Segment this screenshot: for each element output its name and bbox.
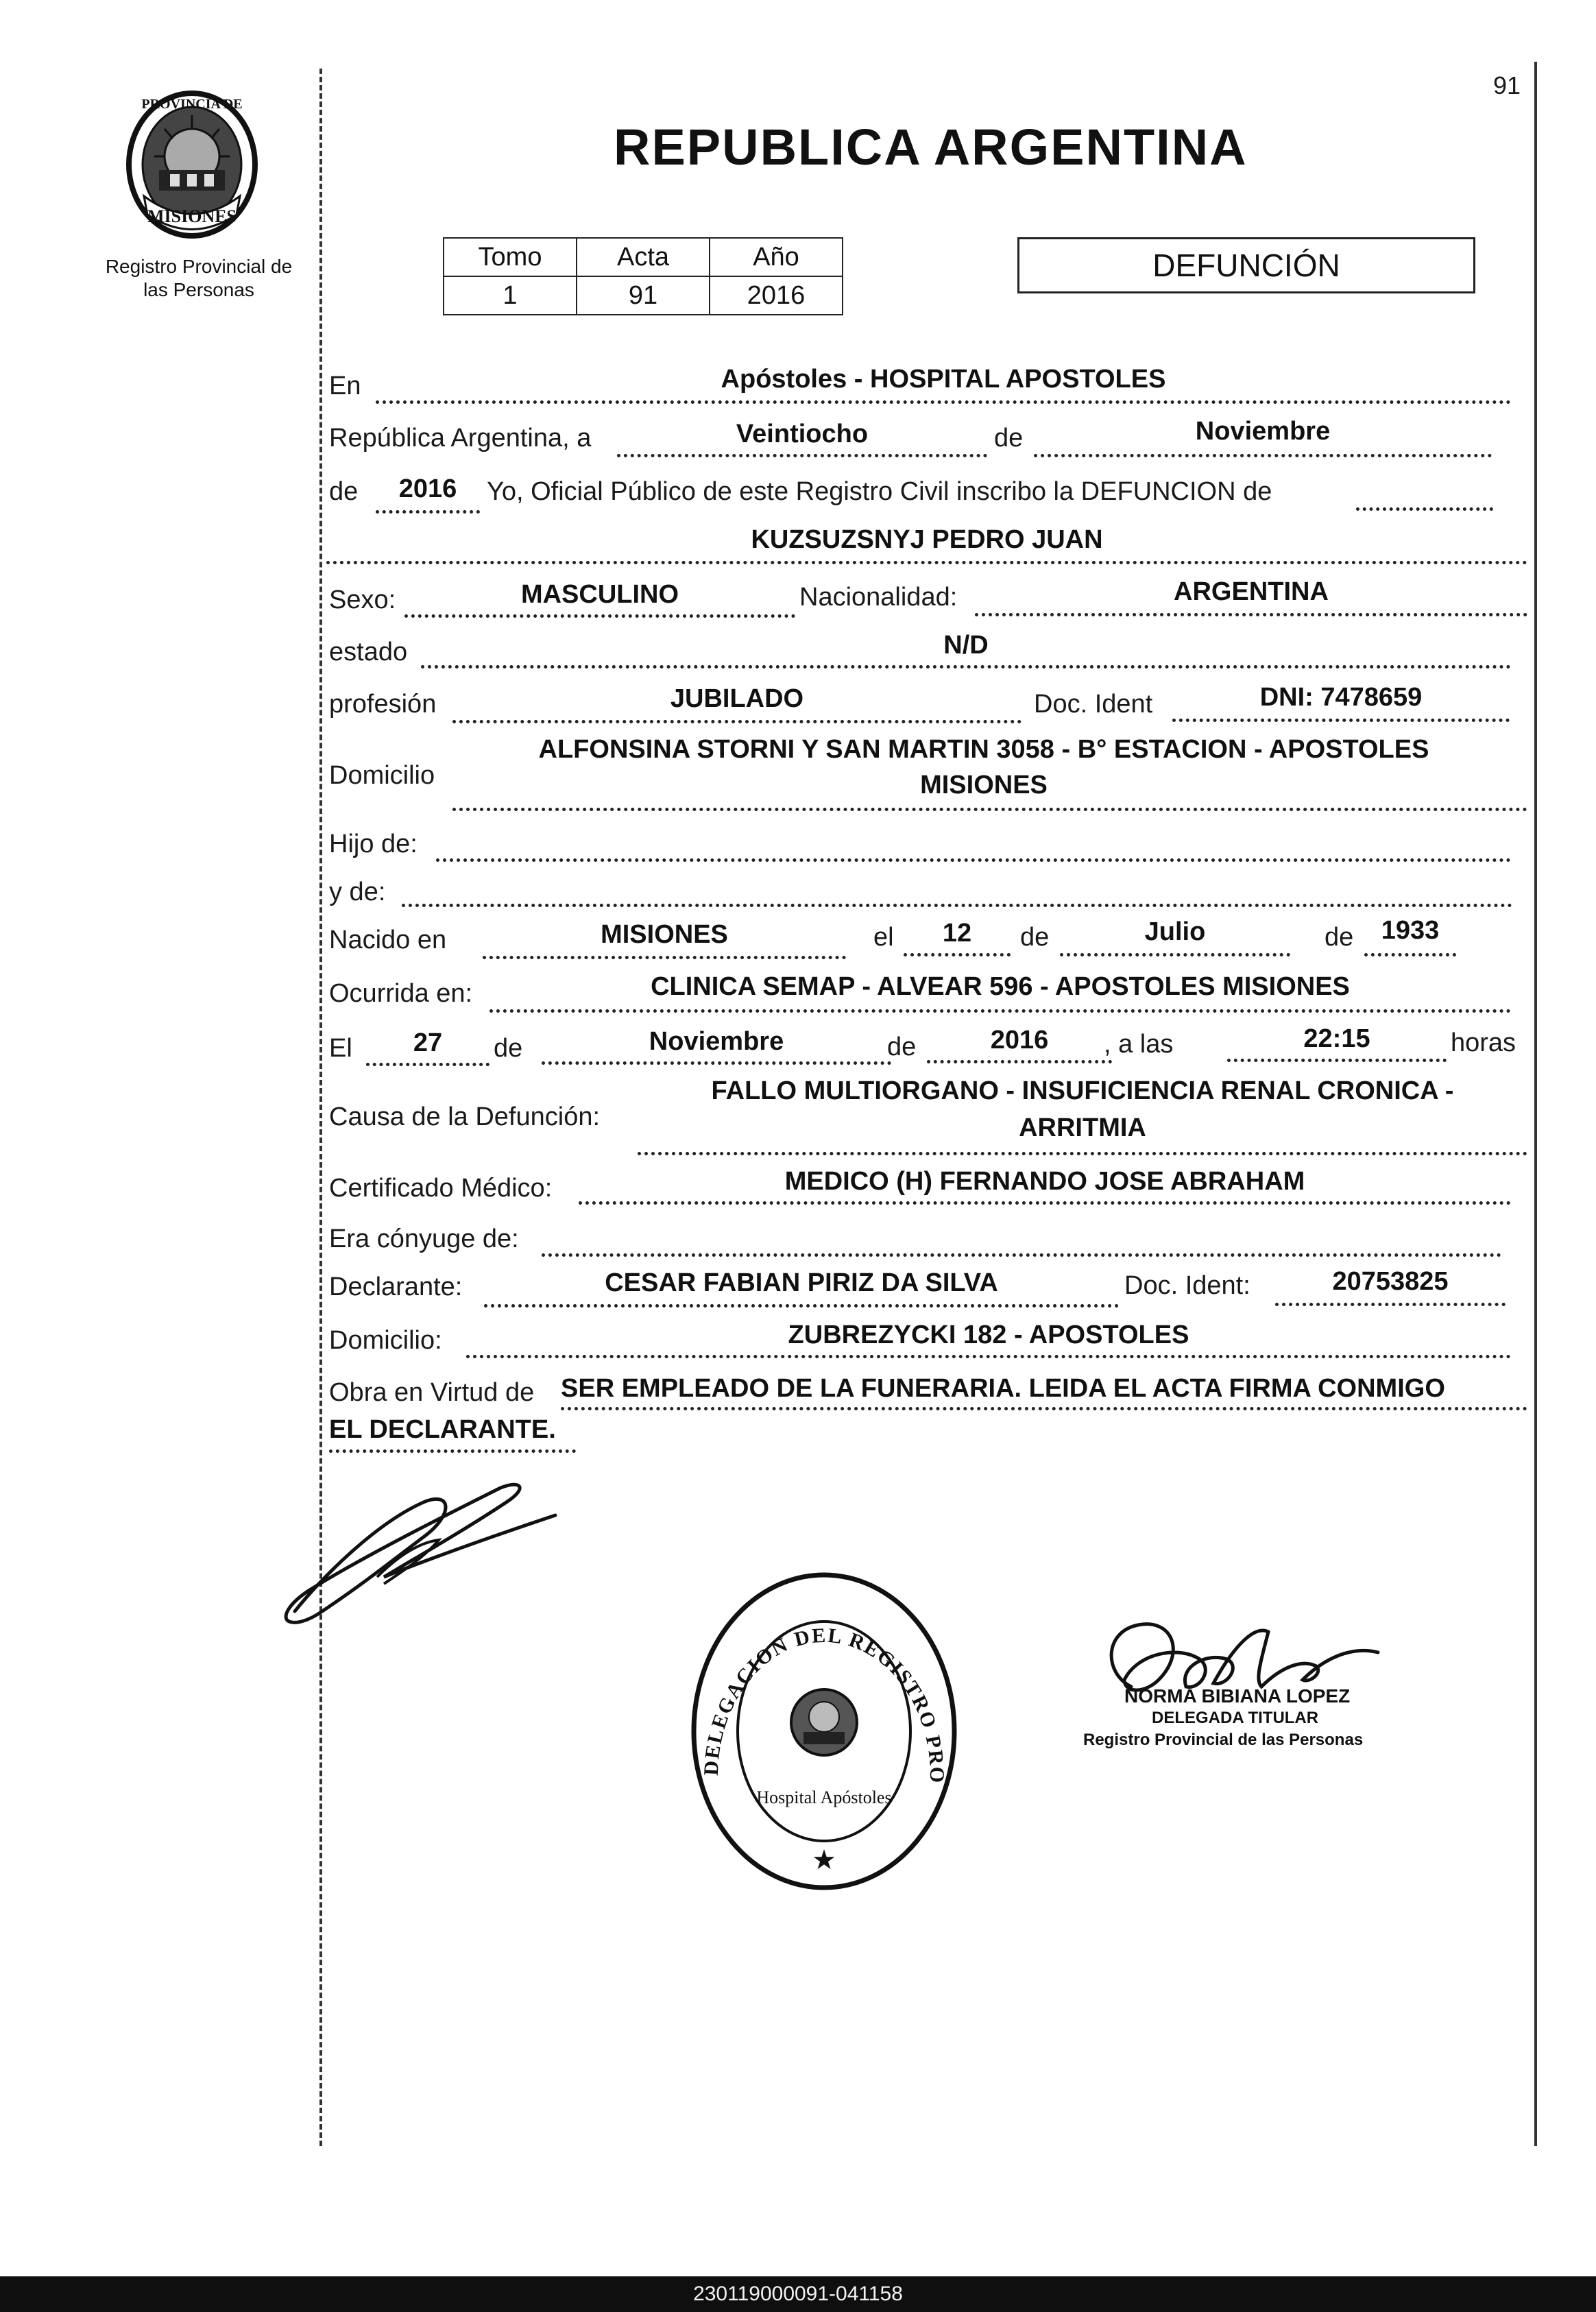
nacionalidad-line xyxy=(975,613,1527,616)
ocurrida-line xyxy=(489,1009,1511,1013)
de-label-1: de xyxy=(994,424,1024,453)
causa-value-line2: ARRITMIA xyxy=(1019,1113,1146,1142)
death-year-line xyxy=(927,1060,1112,1063)
day-line xyxy=(617,454,987,457)
table-value-tomo: 1 xyxy=(444,276,577,315)
estado-value: N/D xyxy=(943,631,989,660)
table-value-anio: 2016 xyxy=(710,276,843,315)
obra-line-1 xyxy=(561,1407,1527,1410)
death-day-line xyxy=(366,1063,489,1066)
ocurrida-label: Ocurrida en: xyxy=(329,979,473,1008)
page-title: REPUBLICA ARGENTINA xyxy=(614,119,1248,176)
death-year-value: 2016 xyxy=(990,1026,1049,1055)
declarante-value: CESAR FABIAN PIRIZ DA SILVA xyxy=(605,1268,998,1297)
doc-ident-line xyxy=(1172,719,1510,722)
handwritten-signature-icon xyxy=(281,1474,569,1632)
obra-line-2 xyxy=(329,1449,576,1453)
birth-month-line xyxy=(1060,953,1290,956)
right-margin-line xyxy=(1534,62,1537,2146)
certificado-value: MEDICO (H) FERNANDO JOSE ABRAHAM xyxy=(784,1167,1305,1196)
registry-seal xyxy=(687,1570,961,1892)
yde-label: y de: xyxy=(329,878,386,906)
conyuge-label: Era cónyuge de: xyxy=(329,1225,519,1253)
birth-year-value: 1933 xyxy=(1381,916,1440,945)
birth-day-line xyxy=(904,953,1011,956)
sexo-line xyxy=(404,614,795,618)
profesion-label: profesión xyxy=(329,690,437,719)
year-prefix-label: de xyxy=(329,477,359,506)
death-time-line xyxy=(1227,1059,1447,1062)
death-time-value: 22:15 xyxy=(1303,1024,1370,1053)
birth-month-value: Julio xyxy=(1144,917,1206,946)
domicilio-label: Domicilio xyxy=(329,761,435,790)
domicilio-value-line2: MISIONES xyxy=(920,771,1048,799)
nacionalidad-value: ARGENTINA xyxy=(1174,577,1329,606)
yde-line xyxy=(402,904,1512,907)
official-stamp-name: NORMA BIBIANA LOPEZ xyxy=(1124,1685,1351,1707)
death-day-value: 27 xyxy=(413,1028,443,1057)
hijo-line xyxy=(436,858,1511,862)
table-header-anio: Año xyxy=(710,238,843,276)
svg-text:Hospital Apóstoles: Hospital Apóstoles xyxy=(756,1787,892,1807)
official-signature xyxy=(1076,1604,1419,1769)
doc-ident-label-2: Doc. Ident: xyxy=(1124,1271,1250,1300)
doc-ident-label: Doc. Ident xyxy=(1034,690,1153,719)
death-month-line xyxy=(542,1061,891,1065)
deceased-name-value: KUZSUZSNYJ PEDRO JUAN xyxy=(751,525,1103,554)
domicilio2-label: Domicilio: xyxy=(329,1326,442,1355)
obra-label: Obra en Virtud de xyxy=(329,1378,535,1407)
el-cap-label: El xyxy=(329,1034,352,1063)
en-label: En xyxy=(329,372,361,400)
logo-caption-line1: Registro Provincial de xyxy=(105,256,293,277)
doc-ident-value: DNI: 7478659 xyxy=(1259,683,1423,712)
certificado-line xyxy=(579,1201,1511,1205)
domicilio-value-line1: ALFONSINA STORNI Y SAN MARTIN 3058 - B° ESTACION - APOSTOLES xyxy=(538,735,1429,764)
statement-text: Yo, Oficial Público de este Registro Civil inscribo la DEFUNCION de xyxy=(487,477,1272,506)
profesion-value: JUBILADO xyxy=(670,684,804,713)
table-value-acta: 91 xyxy=(577,276,710,315)
table-header-acta: Acta xyxy=(577,238,710,276)
birth-year-line xyxy=(1364,953,1456,956)
nacionalidad-label: Nacionalidad: xyxy=(799,583,958,612)
de-label-3: de xyxy=(1325,923,1354,952)
statement-line xyxy=(1356,507,1493,511)
page-number: 91 xyxy=(1493,71,1521,99)
record-type-box: DEFUNCIÓN xyxy=(1017,237,1475,293)
barcode-number: 230119000091-041158 xyxy=(0,2276,1596,2312)
republica-label: República Argentina, a xyxy=(329,424,592,453)
official-seal-icon xyxy=(687,1570,961,1892)
domicilio2-line xyxy=(466,1355,1511,1358)
conyuge-line xyxy=(542,1253,1501,1257)
death-month-value: Noviembre xyxy=(649,1027,784,1056)
declarante-doc-value: 20753825 xyxy=(1332,1267,1449,1296)
name-line xyxy=(326,561,1527,564)
hijo-label: Hijo de: xyxy=(329,830,418,858)
causa-label: Causa de la Defunción: xyxy=(329,1103,601,1131)
alas-label: , a las xyxy=(1104,1030,1174,1059)
de-label-5: de xyxy=(887,1033,917,1061)
declarante-label: Declarante: xyxy=(329,1273,463,1301)
estado-line xyxy=(421,665,1511,669)
official-stamp-role: DELEGADA TITULAR xyxy=(1152,1709,1319,1727)
svg-text:MISIONES: MISIONES xyxy=(147,206,237,226)
causa-line xyxy=(638,1152,1527,1155)
misiones-coat-of-arms-icon xyxy=(117,88,267,245)
declarant-signature xyxy=(281,1474,569,1632)
domicilio2-value: ZUBREZYCKI 182 - APOSTOLES xyxy=(788,1321,1189,1349)
ocurrida-value: CLINICA SEMAP - ALVEAR 596 - APOSTOLES MISIONES xyxy=(651,972,1350,1001)
official-stamp-registry: Registro Provincial de las Personas xyxy=(1083,1731,1364,1749)
nacido-line xyxy=(483,956,846,959)
svg-text:PROVINCIA DE: PROVINCIA DE xyxy=(141,97,243,112)
record-table xyxy=(443,237,843,315)
horas-label: horas xyxy=(1451,1028,1516,1057)
profesion-line xyxy=(452,720,1021,723)
year-value: 2016 xyxy=(398,474,457,503)
obra-value-line2: EL DECLARANTE. xyxy=(329,1415,556,1444)
certificado-label: Certificado Médico: xyxy=(329,1174,553,1203)
provincial-logo xyxy=(117,88,267,245)
sexo-label: Sexo: xyxy=(329,586,396,614)
birth-day-value: 12 xyxy=(942,919,972,948)
table-header-tomo: Tomo xyxy=(444,238,577,276)
logo-caption xyxy=(82,255,315,302)
logo-caption-line2: las Personas xyxy=(143,279,254,300)
month-value: Noviembre xyxy=(1195,417,1331,446)
day-words-value: Veintiocho xyxy=(736,420,869,448)
domicilio-line xyxy=(452,808,1527,811)
year-line xyxy=(376,510,480,514)
el-label: el xyxy=(873,923,894,952)
de-label-4: de xyxy=(494,1034,523,1063)
en-line xyxy=(376,400,1511,404)
nacido-value: MISIONES xyxy=(601,920,728,949)
sexo-value: MASCULINO xyxy=(520,580,679,609)
svg-text:DELEGACION DEL REGISTRO PROVIN: DELEGACION DEL REGISTRO PRO xyxy=(699,1624,949,1785)
left-margin-line xyxy=(319,69,322,2146)
estado-label: estado xyxy=(329,638,408,666)
de-label-2: de xyxy=(1020,923,1050,952)
declarante-line xyxy=(484,1304,1119,1308)
causa-value-line1: FALLO MULTIORGANO - INSUFICIENCIA RENAL CRONICA - xyxy=(711,1076,1454,1105)
nacido-label: Nacido en xyxy=(329,926,447,954)
svg-text:★: ★ xyxy=(812,1844,836,1876)
declarante-doc-line xyxy=(1275,1303,1506,1306)
month-line xyxy=(1034,454,1492,457)
en-value: Apóstoles - HOSPITAL APOSTOLES xyxy=(721,365,1166,394)
obra-value-line1: SER EMPLEADO DE LA FUNERARIA. LEIDA EL ACTA FIRMA CONMIGO xyxy=(561,1374,1445,1403)
